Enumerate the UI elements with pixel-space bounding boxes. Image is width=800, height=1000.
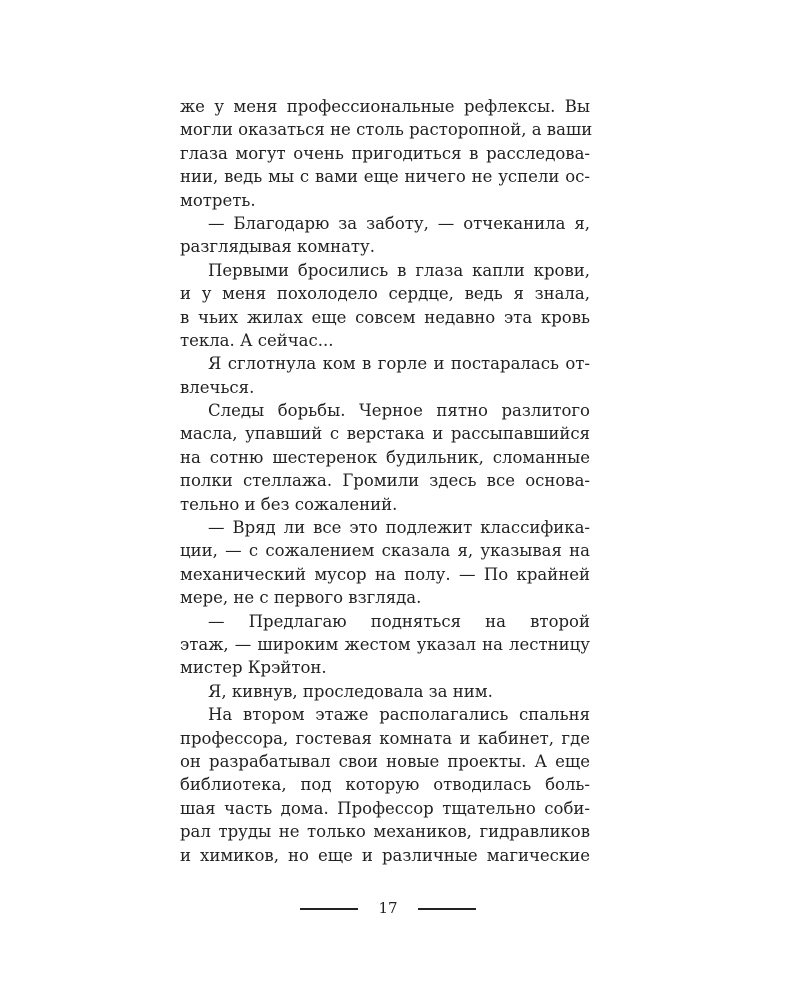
text-line: могли оказаться не столь расторопной, а ваши bbox=[180, 120, 593, 140]
text-line: механический мусор на полу. — По крайней bbox=[180, 564, 590, 584]
text-line: шая часть дома. Профессор тщательно соби- bbox=[180, 798, 590, 818]
text-line: ции, — с сожалением сказала я, указывая на bbox=[180, 541, 590, 561]
text-line: масла, упавший с верстака и рассыпавшийся bbox=[180, 424, 590, 444]
text-line: на сотню шестеренок будильник, сломанные bbox=[180, 447, 590, 467]
text-line: Следы борьбы. Черное пятно разлитого bbox=[208, 401, 590, 421]
text-line: — Предлагаю подняться на второй bbox=[208, 611, 590, 631]
text-line: мере, не с первого взгляда. bbox=[180, 588, 422, 608]
text-line: глаза могут очень пригодиться в расследова- bbox=[180, 143, 590, 163]
text-line: этаж, — широким жестом указал на лестницу bbox=[180, 634, 590, 654]
text-line: Я сглотнула ком в горле и постаралась от- bbox=[208, 354, 590, 374]
text-line: профессора, гостевая комната и кабинет, где bbox=[180, 728, 590, 748]
page-number: 17 bbox=[378, 899, 398, 917]
text-line: влечься. bbox=[180, 377, 255, 397]
text-line: он разрабатывал свои новые проекты. А еще bbox=[180, 751, 590, 771]
text-line: мистер Крэйтон. bbox=[180, 658, 327, 678]
text-line: тельно и без сожалений. bbox=[180, 494, 398, 514]
page-footer bbox=[300, 896, 476, 920]
text-line: текла. А сейчас... bbox=[180, 330, 334, 350]
text-line: и химиков, но еще и различные магические bbox=[180, 845, 590, 865]
text-line: рал труды не только механиков, гидравликов bbox=[180, 822, 590, 842]
text-line: Первыми бросились в глаза капли крови, bbox=[208, 260, 590, 280]
text-line: полки стеллажа. Громили здесь все основа- bbox=[180, 471, 590, 491]
text-line: разглядывая комнату. bbox=[180, 237, 376, 257]
footer-rule-left bbox=[300, 908, 358, 910]
text-line: — Благодарю за заботу, — отчеканила я, bbox=[208, 213, 590, 233]
footer-rule-right bbox=[418, 908, 476, 910]
text-line: же у меня профессиональные рефлексы. Вы bbox=[180, 97, 590, 116]
text-line: — Вряд ли все это подлежит классифика- bbox=[208, 518, 590, 538]
text-line: На втором этаже располагались спальня bbox=[208, 705, 590, 725]
body-text bbox=[180, 95, 593, 867]
text-line: мотреть. bbox=[180, 190, 256, 210]
text-line: Я, кивнув, проследовала за ним. bbox=[208, 681, 493, 701]
text-line: нии, ведь мы с вами еще ничего не успели ос- bbox=[180, 167, 590, 187]
text-line: библиотека, под которую отводилась боль- bbox=[180, 775, 590, 795]
text-line: в чьих жилах еще совсем недавно эта кровь bbox=[180, 307, 590, 327]
text-line: и у меня похолодело сердце, ведь я знала, bbox=[180, 284, 590, 304]
